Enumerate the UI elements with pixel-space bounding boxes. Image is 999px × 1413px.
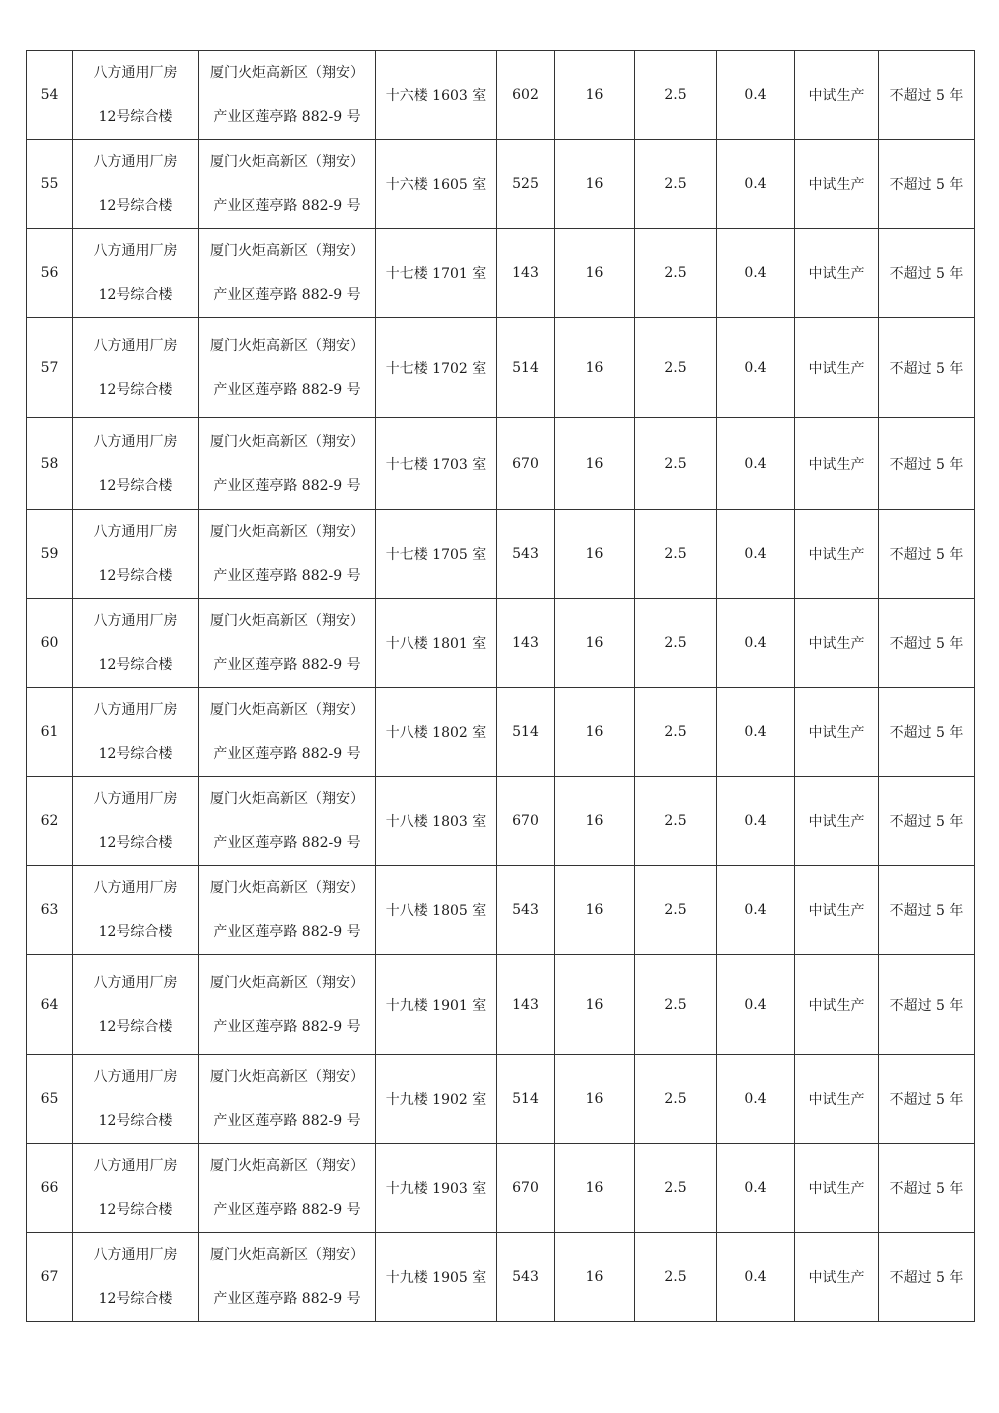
building-line-2: 12号综合楼 xyxy=(98,657,173,673)
cell-no: 63 xyxy=(27,866,73,955)
table-row xyxy=(27,229,975,318)
address-line-2: 产业区莲亭路 882-9 号 xyxy=(213,746,361,762)
address-line-2: 产业区莲亭路 882-9 号 xyxy=(213,924,361,940)
cell-area: 143 xyxy=(497,599,555,688)
building-line-1: 八方通用厂房 xyxy=(93,433,178,450)
cell-room: 十九楼 1901 室 xyxy=(376,955,497,1055)
cell-no: 59 xyxy=(27,510,73,599)
cell-floors: 16 xyxy=(555,688,635,777)
address-line-2: 产业区莲亭路 882-9 号 xyxy=(213,657,361,673)
cell-room: 十七楼 1702 室 xyxy=(376,318,497,418)
address-line-2: 产业区莲亭路 882-9 号 xyxy=(213,1291,361,1307)
building-line-1: 八方通用厂房 xyxy=(93,974,178,991)
building-line-2: 12号综合楼 xyxy=(98,198,173,214)
table-row xyxy=(27,140,975,229)
table-row xyxy=(27,318,975,418)
cell-no: 65 xyxy=(27,1055,73,1144)
cell-area: 543 xyxy=(497,866,555,955)
table-row xyxy=(27,777,975,866)
cell-address xyxy=(199,510,376,599)
table-row xyxy=(27,510,975,599)
building-line-1: 八方通用厂房 xyxy=(93,154,178,170)
cell-term: 不超过 5 年 xyxy=(879,229,975,318)
cell-room: 十九楼 1903 室 xyxy=(376,1144,497,1233)
cell-value-2: 0.4 xyxy=(717,140,795,229)
cell-term: 不超过 5 年 xyxy=(879,418,975,510)
cell-no: 64 xyxy=(27,955,73,1055)
cell-address xyxy=(199,866,376,955)
table-row xyxy=(27,955,975,1055)
building-line-2: 12号综合楼 xyxy=(98,287,173,303)
building-line-2: 12号综合楼 xyxy=(98,746,173,762)
cell-use: 中试生产 xyxy=(795,866,879,955)
cell-value-2: 0.4 xyxy=(717,599,795,688)
cell-address xyxy=(199,318,376,418)
cell-room: 十七楼 1703 室 xyxy=(376,418,497,510)
cell-floors: 16 xyxy=(555,955,635,1055)
cell-building xyxy=(73,777,199,866)
cell-value-1: 2.5 xyxy=(635,418,717,510)
cell-room: 十八楼 1801 室 xyxy=(376,599,497,688)
cell-floors: 16 xyxy=(555,1055,635,1144)
cell-room: 十七楼 1705 室 xyxy=(376,510,497,599)
address-line-2: 产业区莲亭路 882-9 号 xyxy=(213,835,361,851)
cell-value-2: 0.4 xyxy=(717,510,795,599)
cell-address xyxy=(199,599,376,688)
address-line-1: 厦门火炬高新区（翔安） xyxy=(210,154,364,170)
cell-use: 中试生产 xyxy=(795,777,879,866)
address-line-1: 厦门火炬高新区（翔安） xyxy=(210,433,364,450)
cell-address xyxy=(199,229,376,318)
cell-use: 中试生产 xyxy=(795,955,879,1055)
cell-term: 不超过 5 年 xyxy=(879,1233,975,1322)
cell-use: 中试生产 xyxy=(795,599,879,688)
cell-floors: 16 xyxy=(555,318,635,418)
cell-area: 143 xyxy=(497,955,555,1055)
building-line-2: 12号综合楼 xyxy=(98,1291,173,1307)
cell-no: 62 xyxy=(27,777,73,866)
cell-floors: 16 xyxy=(555,51,635,140)
address-line-2: 产业区莲亭路 882-9 号 xyxy=(213,381,361,398)
address-line-1: 厦门火炬高新区（翔安） xyxy=(210,974,364,991)
building-line-2: 12号综合楼 xyxy=(98,568,173,584)
cell-value-2: 0.4 xyxy=(717,777,795,866)
cell-floors: 16 xyxy=(555,777,635,866)
cell-room: 十七楼 1701 室 xyxy=(376,229,497,318)
building-line-1: 八方通用厂房 xyxy=(93,65,178,81)
cell-building xyxy=(73,229,199,318)
cell-value-1: 2.5 xyxy=(635,599,717,688)
address-line-2: 产业区莲亭路 882-9 号 xyxy=(213,1018,361,1035)
table-row xyxy=(27,1055,975,1144)
address-line-1: 厦门火炬高新区（翔安） xyxy=(210,702,364,718)
address-line-1: 厦门火炬高新区（翔安） xyxy=(210,613,364,629)
cell-term: 不超过 5 年 xyxy=(879,1144,975,1233)
cell-value-2: 0.4 xyxy=(717,1144,795,1233)
cell-address xyxy=(199,955,376,1055)
cell-term: 不超过 5 年 xyxy=(879,777,975,866)
cell-no: 55 xyxy=(27,140,73,229)
cell-room: 十八楼 1802 室 xyxy=(376,688,497,777)
cell-value-2: 0.4 xyxy=(717,1055,795,1144)
cell-area: 514 xyxy=(497,688,555,777)
building-line-2: 12号综合楼 xyxy=(98,109,173,125)
cell-room: 十九楼 1905 室 xyxy=(376,1233,497,1322)
cell-value-2: 0.4 xyxy=(717,418,795,510)
cell-floors: 16 xyxy=(555,229,635,318)
cell-building xyxy=(73,140,199,229)
property-table xyxy=(26,50,975,1322)
table-row xyxy=(27,599,975,688)
building-line-1: 八方通用厂房 xyxy=(93,613,178,629)
cell-room: 十八楼 1803 室 xyxy=(376,777,497,866)
cell-building xyxy=(73,866,199,955)
cell-value-1: 2.5 xyxy=(635,140,717,229)
table-row xyxy=(27,866,975,955)
address-line-1: 厦门火炬高新区（翔安） xyxy=(210,65,364,81)
cell-use: 中试生产 xyxy=(795,1144,879,1233)
cell-building xyxy=(73,510,199,599)
building-line-1: 八方通用厂房 xyxy=(93,702,178,718)
building-line-2: 12号综合楼 xyxy=(98,1113,173,1129)
building-line-1: 八方通用厂房 xyxy=(93,243,178,259)
cell-no: 57 xyxy=(27,318,73,418)
cell-no: 67 xyxy=(27,1233,73,1322)
cell-no: 61 xyxy=(27,688,73,777)
cell-value-1: 2.5 xyxy=(635,1233,717,1322)
cell-value-1: 2.5 xyxy=(635,51,717,140)
cell-address xyxy=(199,1233,376,1322)
cell-building xyxy=(73,418,199,510)
cell-floors: 16 xyxy=(555,140,635,229)
cell-floors: 16 xyxy=(555,418,635,510)
cell-value-2: 0.4 xyxy=(717,229,795,318)
cell-no: 56 xyxy=(27,229,73,318)
cell-term: 不超过 5 年 xyxy=(879,866,975,955)
address-line-1: 厦门火炬高新区（翔安） xyxy=(210,337,364,354)
address-line-1: 厦门火炬高新区（翔安） xyxy=(210,1158,364,1174)
cell-value-1: 2.5 xyxy=(635,777,717,866)
cell-address xyxy=(199,777,376,866)
cell-floors: 16 xyxy=(555,1144,635,1233)
building-line-2: 12号综合楼 xyxy=(98,1018,173,1035)
cell-value-2: 0.4 xyxy=(717,955,795,1055)
cell-use: 中试生产 xyxy=(795,1055,879,1144)
cell-value-2: 0.4 xyxy=(717,51,795,140)
cell-room: 十八楼 1805 室 xyxy=(376,866,497,955)
cell-term: 不超过 5 年 xyxy=(879,510,975,599)
cell-use: 中试生产 xyxy=(795,510,879,599)
address-line-2: 产业区莲亭路 882-9 号 xyxy=(213,109,361,125)
building-line-2: 12号综合楼 xyxy=(98,381,173,398)
building-line-2: 12号综合楼 xyxy=(98,924,173,940)
table-row xyxy=(27,418,975,510)
cell-address xyxy=(199,1055,376,1144)
building-line-1: 八方通用厂房 xyxy=(93,337,178,354)
table-row xyxy=(27,51,975,140)
cell-no: 58 xyxy=(27,418,73,510)
building-line-1: 八方通用厂房 xyxy=(93,880,178,896)
building-line-2: 12号综合楼 xyxy=(98,1202,173,1218)
building-line-1: 八方通用厂房 xyxy=(93,791,178,807)
address-line-1: 厦门火炬高新区（翔安） xyxy=(210,791,364,807)
cell-use: 中试生产 xyxy=(795,229,879,318)
cell-value-2: 0.4 xyxy=(717,318,795,418)
cell-address xyxy=(199,418,376,510)
building-line-1: 八方通用厂房 xyxy=(93,1158,178,1174)
building-line-2: 12号综合楼 xyxy=(98,835,173,851)
cell-term: 不超过 5 年 xyxy=(879,1055,975,1144)
cell-use: 中试生产 xyxy=(795,1233,879,1322)
cell-area: 543 xyxy=(497,1233,555,1322)
cell-building xyxy=(73,51,199,140)
cell-floors: 16 xyxy=(555,510,635,599)
cell-use: 中试生产 xyxy=(795,318,879,418)
building-line-1: 八方通用厂房 xyxy=(93,524,178,540)
cell-room: 十六楼 1603 室 xyxy=(376,51,497,140)
cell-value-1: 2.5 xyxy=(635,229,717,318)
cell-building xyxy=(73,318,199,418)
cell-use: 中试生产 xyxy=(795,418,879,510)
cell-address xyxy=(199,1144,376,1233)
table-row xyxy=(27,1233,975,1322)
cell-floors: 16 xyxy=(555,866,635,955)
cell-term: 不超过 5 年 xyxy=(879,51,975,140)
address-line-1: 厦门火炬高新区（翔安） xyxy=(210,243,364,259)
cell-building xyxy=(73,688,199,777)
cell-no: 66 xyxy=(27,1144,73,1233)
cell-building xyxy=(73,599,199,688)
cell-term: 不超过 5 年 xyxy=(879,955,975,1055)
address-line-2: 产业区莲亭路 882-9 号 xyxy=(213,198,361,214)
address-line-1: 厦门火炬高新区（翔安） xyxy=(210,880,364,896)
cell-use: 中试生产 xyxy=(795,688,879,777)
cell-use: 中试生产 xyxy=(795,51,879,140)
cell-value-1: 2.5 xyxy=(635,955,717,1055)
address-line-2: 产业区莲亭路 882-9 号 xyxy=(213,1202,361,1218)
address-line-2: 产业区莲亭路 882-9 号 xyxy=(213,568,361,584)
cell-value-1: 2.5 xyxy=(635,688,717,777)
table-row xyxy=(27,1144,975,1233)
cell-term: 不超过 5 年 xyxy=(879,318,975,418)
cell-area: 670 xyxy=(497,418,555,510)
address-line-1: 厦门火炬高新区（翔安） xyxy=(210,1069,364,1085)
cell-room: 十六楼 1605 室 xyxy=(376,140,497,229)
table-row xyxy=(27,688,975,777)
cell-address xyxy=(199,51,376,140)
cell-term: 不超过 5 年 xyxy=(879,688,975,777)
cell-value-1: 2.5 xyxy=(635,1055,717,1144)
cell-floors: 16 xyxy=(555,599,635,688)
cell-value-2: 0.4 xyxy=(717,688,795,777)
address-line-2: 产业区莲亭路 882-9 号 xyxy=(213,287,361,303)
cell-area: 602 xyxy=(497,51,555,140)
cell-use: 中试生产 xyxy=(795,140,879,229)
cell-address xyxy=(199,140,376,229)
cell-address xyxy=(199,688,376,777)
cell-area: 543 xyxy=(497,510,555,599)
cell-floors: 16 xyxy=(555,1233,635,1322)
cell-building xyxy=(73,955,199,1055)
address-line-1: 厦门火炬高新区（翔安） xyxy=(210,1247,364,1263)
cell-area: 525 xyxy=(497,140,555,229)
cell-no: 60 xyxy=(27,599,73,688)
cell-area: 143 xyxy=(497,229,555,318)
address-line-1: 厦门火炬高新区（翔安） xyxy=(210,524,364,540)
cell-area: 670 xyxy=(497,777,555,866)
address-line-2: 产业区莲亭路 882-9 号 xyxy=(213,477,361,494)
cell-area: 670 xyxy=(497,1144,555,1233)
cell-value-1: 2.5 xyxy=(635,510,717,599)
cell-building xyxy=(73,1233,199,1322)
cell-no: 54 xyxy=(27,51,73,140)
cell-area: 514 xyxy=(497,1055,555,1144)
cell-area: 514 xyxy=(497,318,555,418)
cell-value-1: 2.5 xyxy=(635,866,717,955)
cell-value-1: 2.5 xyxy=(635,318,717,418)
cell-building xyxy=(73,1144,199,1233)
address-line-2: 产业区莲亭路 882-9 号 xyxy=(213,1113,361,1129)
cell-value-2: 0.4 xyxy=(717,1233,795,1322)
cell-room: 十九楼 1902 室 xyxy=(376,1055,497,1144)
cell-term: 不超过 5 年 xyxy=(879,599,975,688)
cell-value-2: 0.4 xyxy=(717,866,795,955)
building-line-2: 12号综合楼 xyxy=(98,477,173,494)
cell-value-1: 2.5 xyxy=(635,1144,717,1233)
building-line-1: 八方通用厂房 xyxy=(93,1247,178,1263)
building-line-1: 八方通用厂房 xyxy=(93,1069,178,1085)
cell-building xyxy=(73,1055,199,1144)
cell-term: 不超过 5 年 xyxy=(879,140,975,229)
